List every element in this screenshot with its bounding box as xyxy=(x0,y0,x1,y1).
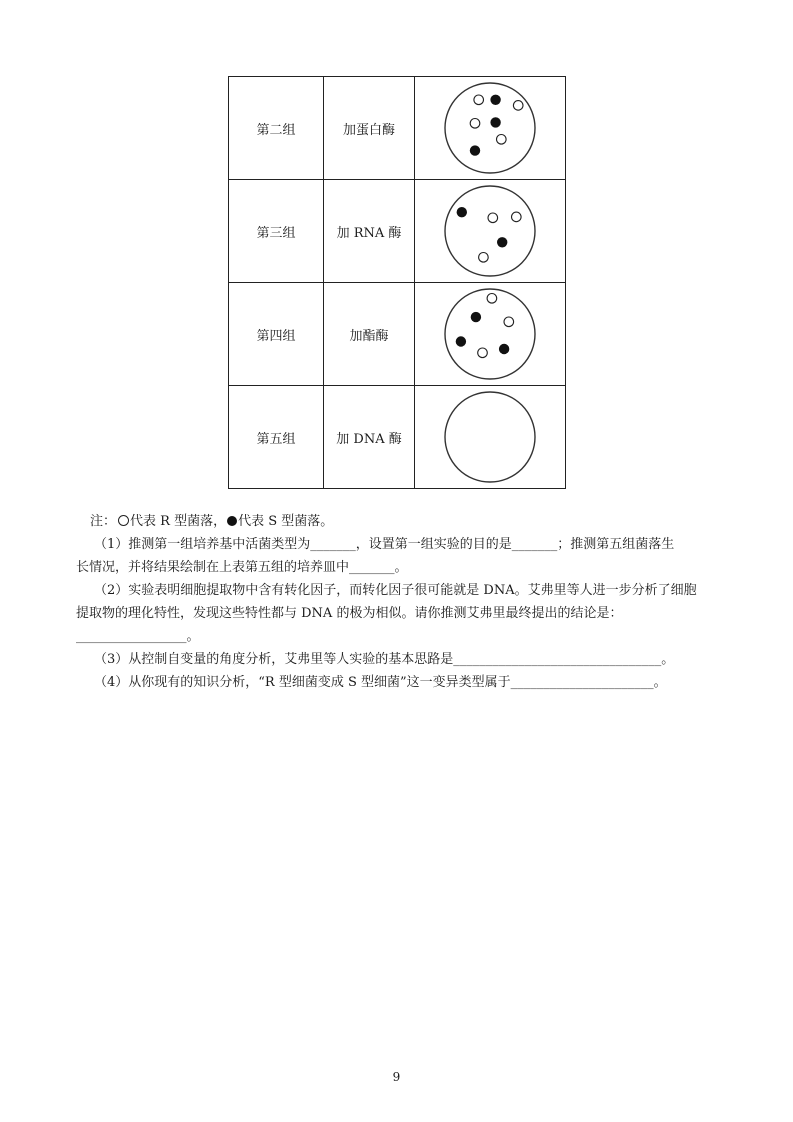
s-type-colony xyxy=(497,237,507,247)
s-type-colony xyxy=(471,312,481,322)
filled-circle-icon xyxy=(227,516,237,526)
table-row xyxy=(229,283,566,386)
question-1-line-1: （1）推测第一组培养基中活菌类型为_______，设置第一组实验的目的是_______；推测第五组菌落生 xyxy=(94,537,675,552)
petri-dish-outline xyxy=(445,392,535,482)
petri-dish xyxy=(443,81,537,175)
questions-block xyxy=(76,510,716,694)
question-2-line-1: （2）实验表明细胞提取物中含有转化因子，而转化因子很可能就是 DNA。艾弗里等人进一步分析了细胞 xyxy=(94,583,697,598)
r-type-colony xyxy=(478,348,488,358)
r-type-colony xyxy=(470,119,480,129)
s-type-colony xyxy=(490,95,500,105)
r-type-colony xyxy=(513,101,523,111)
petri-dish-outline xyxy=(445,186,535,276)
r-type-colony xyxy=(497,135,507,145)
note-prefix: 注： xyxy=(90,514,117,529)
s-type-colony xyxy=(490,117,500,127)
note-open-label: 代表 R 型菌落， xyxy=(130,514,227,529)
s-type-colony xyxy=(457,207,467,217)
r-type-colony xyxy=(488,213,498,223)
treatment-cell: 加酯酶 xyxy=(324,283,415,386)
s-type-colony xyxy=(470,145,480,155)
treatment-cell: 加 RNA 酶 xyxy=(324,180,415,283)
treatment-cell: 加蛋白酶 xyxy=(324,77,415,180)
question-4: （4）从你现有的知识分析，“R 型细菌变成 S 型细菌”这一变异类型属于______________________。 xyxy=(94,675,667,690)
petri-dish xyxy=(443,287,537,381)
petri-dish xyxy=(443,184,537,278)
r-type-colony xyxy=(512,212,522,222)
group-cell: 第二组 xyxy=(229,77,324,180)
petri-dish xyxy=(443,390,537,484)
experiment-table xyxy=(228,76,566,489)
petri-dish-cell xyxy=(415,386,566,489)
r-type-colony xyxy=(479,253,489,263)
open-circle-icon xyxy=(118,515,129,526)
table-row xyxy=(229,77,566,180)
petri-dish-cell xyxy=(415,283,566,386)
r-type-colony xyxy=(487,294,497,304)
s-type-colony xyxy=(456,336,466,346)
question-2-line-2: 提取物的理化特性，发现这些特性都与 DNA 的极为相似。请你推测艾弗里最终提出的结论是： xyxy=(76,606,623,621)
petri-dish-cell xyxy=(415,180,566,283)
note-solid-label: 代表 S 型菌落。 xyxy=(238,514,334,529)
treatment-cell: 加 DNA 酶 xyxy=(324,386,415,489)
table-row xyxy=(229,386,566,489)
petri-dish-outline xyxy=(445,83,535,173)
legend-note xyxy=(76,510,716,533)
petri-dish-cell xyxy=(415,77,566,180)
page-number: 9 xyxy=(392,1070,401,1084)
group-cell: 第四组 xyxy=(229,283,324,386)
question-1-line-2: 长情况，并将结果绘制在上表第五组的培养皿中_______。 xyxy=(76,560,408,575)
question-3: （3）从控制自变量的角度分析，艾弗里等人实验的基本思路是________________________________。 xyxy=(94,652,675,667)
s-type-colony xyxy=(499,344,509,354)
table-row xyxy=(229,180,566,283)
group-cell: 第三组 xyxy=(229,180,324,283)
question-2-line-3: _________________。 xyxy=(76,629,200,644)
group-cell: 第五组 xyxy=(229,386,324,489)
r-type-colony xyxy=(474,95,484,105)
r-type-colony xyxy=(504,317,514,327)
